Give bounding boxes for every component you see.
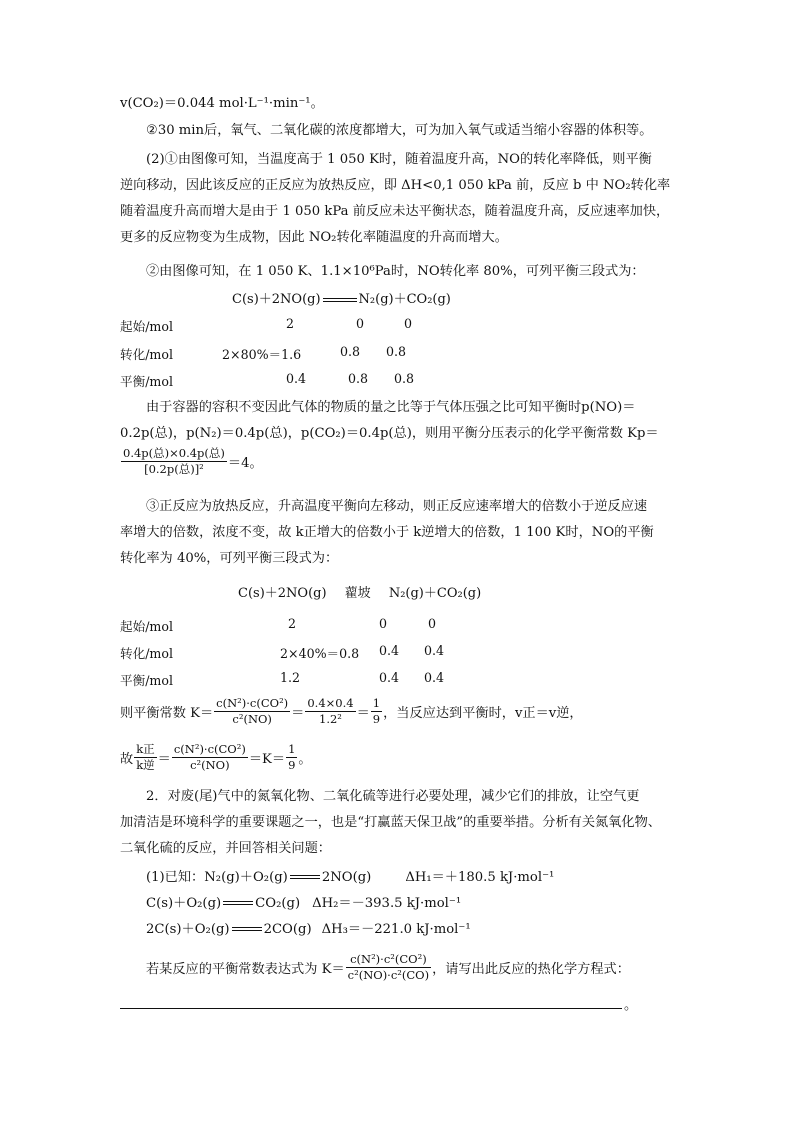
row-label: 平衡/mol	[120, 673, 173, 688]
row-label: 转化/mol	[120, 347, 173, 362]
cell: 0.4	[286, 371, 307, 386]
answer-blank-line[interactable]	[120, 1008, 622, 1009]
text-line: ②30 min后，氧气、二氧化碳的浓度都增大，可为加入氧气或适当缩小容器的体积等。	[146, 123, 653, 138]
products: N₂(g)＋CO₂(g)	[358, 292, 451, 307]
cell: 2×80%＝1.6	[222, 347, 302, 362]
question-stem: 2．对废(尾)气中的氮氧化物、二氧化硫等进行必要处理，减少它们的排放，让空气更	[146, 789, 640, 804]
cell: 2	[286, 316, 295, 331]
row-label: 起始/mol	[120, 619, 173, 634]
arrow-symbol: 藋坡	[344, 586, 371, 601]
cell: 0	[356, 316, 365, 331]
k-expression: 则平衡常数 K＝ $\frac{\text{c(N²)·c(CO²)}}{\text{c²(NO)}}$ ＝ $\frac{0.4\times 0.4}{\text{1.2²}}$ ＝ $\frac{1}{9}$ ，当反应达到平衡时，v正＝v逆，	[120, 696, 583, 726]
cell: 0.4	[424, 670, 445, 685]
cell: 0.8	[386, 344, 407, 359]
equilibrium-equation	[232, 288, 451, 307]
reversible-arrow-icon	[323, 297, 357, 303]
text-line: ③正反应为放热反应，升高温度平衡向左移动，则正反应速率增大的倍数小于逆反应速	[146, 499, 648, 514]
k-ratio-expression: 故 $\frac{\text{k正}}{\text{k逆}}$ ＝ $\frac{\text{c(N²)·c(CO²)}}{\text{c²(NO)}}$ ＝K＝ $\frac{1}{9}$ 。	[120, 742, 312, 772]
cell: 0.4	[424, 643, 445, 658]
given-reaction-3: 2C(s)＋O₂(g) 2CO(g) ΔH₃＝－221.0 kJ·mol⁻¹	[146, 922, 471, 937]
k-fraction-2: $\frac{0.4\times 0.4}{\text{1.2²}}$	[307, 696, 354, 726]
row-label: 平衡/mol	[120, 374, 173, 389]
equals-sign-icon	[232, 927, 262, 932]
cell: 0.8	[340, 344, 361, 359]
kp-fraction: $\frac{\text{0.4p(总)×0.4p(总)}}{\text{[0.2p(总)]²}}$	[123, 446, 225, 476]
kp-expression: $\frac{\text{0.4p(总)×0.4p(总)}}{\text{[0.2p(总)]²}}$ ＝4。	[123, 446, 263, 476]
question-stem: 二氧化硫的反应，并回答相关问题：	[120, 841, 331, 856]
text-line: 0.2p(总)，p(N₂)＝0.4p(总)，p(CO₂)＝0.4p(总)，则用平衡分压表示的化学平衡常数 Kp＝	[120, 426, 659, 441]
cell: 2	[288, 616, 297, 631]
given-reaction-2: C(s)＋O₂(g) CO₂(g) ΔH₂＝－393.5 kJ·mol⁻¹	[146, 896, 462, 911]
cell: 0	[428, 616, 437, 631]
text-line: 逆向移动，因此该反应的正反应为放热反应，即 ΔH<0,1 050 kPa 前，反应 b 中 NO₂转化率	[120, 178, 671, 193]
answer-end-mark: 。	[624, 998, 638, 1013]
text-line: (2)①由图像可知，当温度高于 1 050 K时，随着温度升高，NO的转化率降低，则平衡	[146, 152, 652, 167]
given-reaction-1: (1)已知：N₂(g)＋O₂(g) 2NO(g) ΔH₁＝＋180.5 kJ·mol⁻¹	[146, 870, 555, 885]
k-fraction-3: $\frac{1}{9}$	[372, 696, 381, 726]
k-fraction-1: $\frac{\text{c(N²)·c(CO²)}}{\text{c²(NO)}}$	[216, 696, 289, 726]
question-stem: 加清洁是环境科学的重要课题之一，也是“打赢蓝天保卫战”的重要举措。分析有关氮氧化物、	[120, 815, 661, 830]
text-line: 随着温度升高而增大是由于 1 050 kPa 前反应未达平衡状态，随着温度升高，反应速率加快，	[120, 204, 670, 219]
text-line: ②由图像可知，在 1 050 K、1.1×10⁶Pa时，NO转化率 80%，可列平衡三段式为：	[146, 264, 645, 279]
text-line: v(CO₂)＝0.044 mol·L⁻¹·min⁻¹。	[120, 96, 324, 111]
reactants: C(s)＋2NO(g)	[238, 586, 327, 601]
k-expression-question: 若某反应的平衡常数表达式为 K＝ $\frac{\text{c(N²)·c²(CO²)}}{\text{c²(NO)·c²(CO)}}$ ，请写出此反应的热化学方程式：	[146, 952, 630, 982]
products: N₂(g)＋CO₂(g)	[388, 586, 482, 601]
text-line: 由于容器的容积不变因此气体的物质的量之比等于气体压强之比可知平衡时p(NO)＝	[146, 400, 636, 415]
cell: 1.2	[280, 670, 301, 685]
k-expression-fraction: $\frac{\text{c(N²)·c²(CO²)}}{\text{c²(NO)·c²(CO)}}$	[347, 952, 430, 982]
cell: 0.8	[394, 371, 415, 386]
cell: 0.8	[348, 371, 369, 386]
cell: 2×40%＝0.8	[280, 646, 360, 661]
cell: 0	[404, 316, 413, 331]
equilibrium-equation	[238, 582, 481, 601]
text-line: 转化率为 40%，可列平衡三段式为：	[120, 551, 339, 566]
cell: 0.4	[379, 670, 400, 685]
k-fraction: $\frac{\text{c(N²)·c(CO²)}}{\text{c²(NO)}}$	[173, 742, 246, 772]
reactants: C(s)＋2NO(g)	[232, 292, 321, 307]
equals-sign-icon	[290, 875, 320, 880]
k-value-fraction: $\frac{1}{9}$	[288, 742, 296, 772]
cell: 0	[379, 616, 388, 631]
text-line: 率增大的倍数，浓度不变，故 k正增大的倍数小于 k逆增大的倍数，1 100 K时，NO的平衡	[120, 525, 654, 540]
cell: 0.4	[379, 643, 400, 658]
k-ratio-fraction: $\frac{\text{k正}}{\text{k逆}}$	[136, 742, 155, 772]
equals-sign-icon	[223, 901, 253, 906]
row-label: 起始/mol	[120, 319, 173, 334]
row-label: 转化/mol	[120, 646, 173, 661]
text-line: 更多的反应物变为生成物，因此 NO₂转化率随温度的升高而增大。	[120, 230, 508, 245]
